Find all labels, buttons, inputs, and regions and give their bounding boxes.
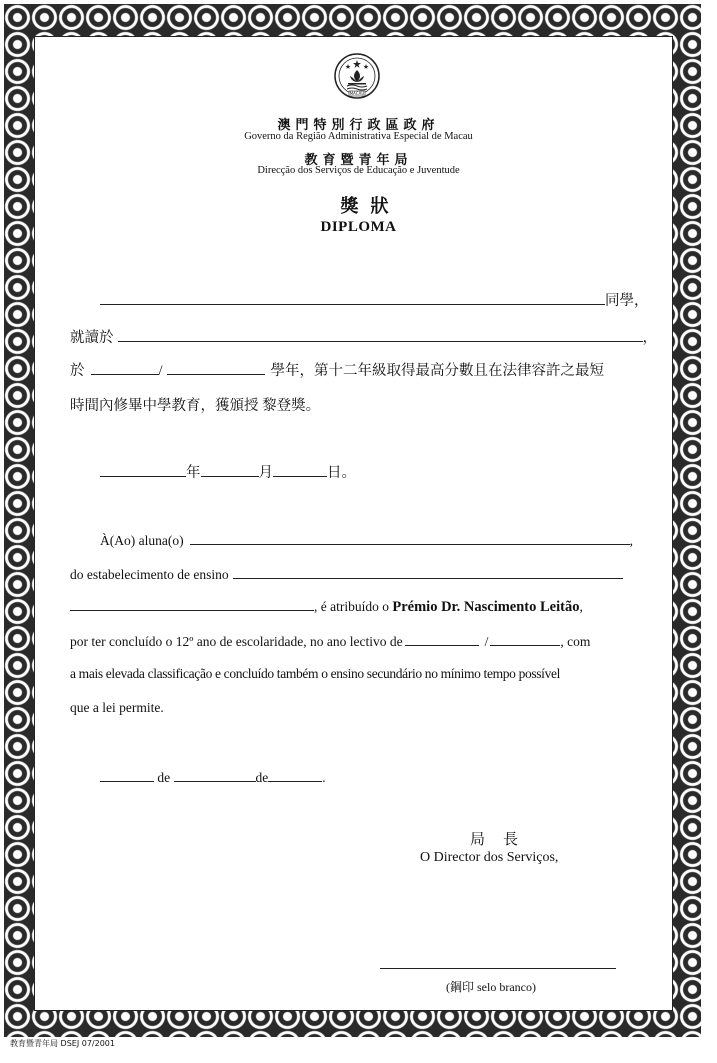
zh-date-line [70, 461, 650, 482]
de-label-2: de [255, 770, 269, 785]
school-prefix-pt: do estabelecimento de ensino [70, 567, 229, 582]
date-month-blank-pt[interactable] [174, 769, 256, 782]
pt-date-line [70, 769, 650, 786]
body-line2-zh: 時間內修畢中學教育，獲頒授 黎登獎。 [70, 398, 321, 414]
prize-comma: , [579, 599, 583, 614]
date-year-blank-zh[interactable] [100, 464, 186, 477]
school-name-blank-pt[interactable] [233, 566, 623, 579]
zh-year-line [70, 359, 650, 380]
zh-student-line [70, 289, 650, 310]
zh-school-line [70, 326, 657, 347]
student-suffix: 同學， [605, 293, 649, 309]
award-text-pt: , é atribuído o [314, 599, 389, 614]
student-name-blank-zh[interactable] [100, 292, 605, 305]
director-title-pt: O Director dos Serviços, [420, 850, 559, 865]
year-label-zh: 年 [186, 465, 201, 481]
title-zh: 獎狀 [340, 196, 401, 216]
day-label-zh: 日。 [327, 465, 356, 481]
line6-pt: que a lei permite. [70, 700, 164, 715]
month-label-zh: 月 [258, 465, 273, 481]
director-title-zh: 局長 [470, 832, 537, 848]
signature-line[interactable] [380, 968, 616, 969]
date-month-blank-zh[interactable] [201, 464, 259, 477]
line4-prefix-pt: por ter concluído o 12º ano de escolaridade, no ano lectivo de [70, 634, 403, 649]
prize-name: Prémio Dr. Nascimento Leitão [392, 599, 580, 615]
date-day-blank-pt[interactable] [100, 769, 154, 782]
seal-note: (鋼印 selo branco) [446, 980, 536, 994]
dept-name-pt: Direcção dos Serviços de Educação e Juventude [257, 165, 460, 176]
year-prefix-zh: 於 [70, 363, 85, 379]
pt-award-line [70, 598, 650, 616]
de-label-1: de [157, 770, 171, 785]
gov-name-zh: 澳門特別行政區政府 [277, 117, 440, 132]
gov-name-pt: Governo da Região Administrativa Especial de Macau [244, 131, 473, 142]
pt-year-line [70, 633, 650, 650]
pt-student-line [70, 532, 650, 549]
slash-pt: / [484, 634, 489, 649]
year-end-blank-pt[interactable] [490, 633, 560, 646]
certificate-page [34, 36, 673, 1011]
year-start-blank-pt[interactable] [405, 633, 479, 646]
student-prefix-pt: À(Ao) aluna(o) [100, 533, 184, 548]
year-start-blank-zh[interactable] [91, 362, 159, 375]
date-year-blank-pt[interactable] [268, 769, 322, 782]
dept-name-zh: 教育暨青年局 [304, 152, 413, 167]
body-line1-zh: 學年，第十二年級取得最高分數且在法律容許之最短 [270, 363, 605, 379]
date-end-pt: . [322, 770, 326, 785]
date-day-blank-zh[interactable] [273, 464, 327, 477]
comma-pt: , [629, 533, 633, 548]
title-pt: DIPLOMA [320, 219, 397, 235]
student-name-blank-pt[interactable] [190, 532, 630, 545]
form-code: 教育暨青年局 DSEJ 07/2001 [10, 1039, 115, 1048]
line4-suffix-pt: , com [560, 634, 591, 649]
year-end-blank-zh[interactable] [167, 362, 265, 375]
comma-zh: ， [642, 330, 657, 346]
pt-school-line [70, 566, 650, 583]
school-name-cont-blank-pt[interactable] [70, 598, 314, 611]
slash-zh: / [158, 363, 163, 379]
school-name-blank-zh[interactable] [118, 329, 643, 342]
line5-pt: a mais elevada classificação e concluído também o ensino secundário no mínimo tempo possível [70, 666, 561, 681]
macau-emblem-icon [333, 52, 381, 100]
emblem-text: MACAU [349, 91, 365, 96]
school-prefix-zh: 就讀於 [70, 330, 114, 346]
